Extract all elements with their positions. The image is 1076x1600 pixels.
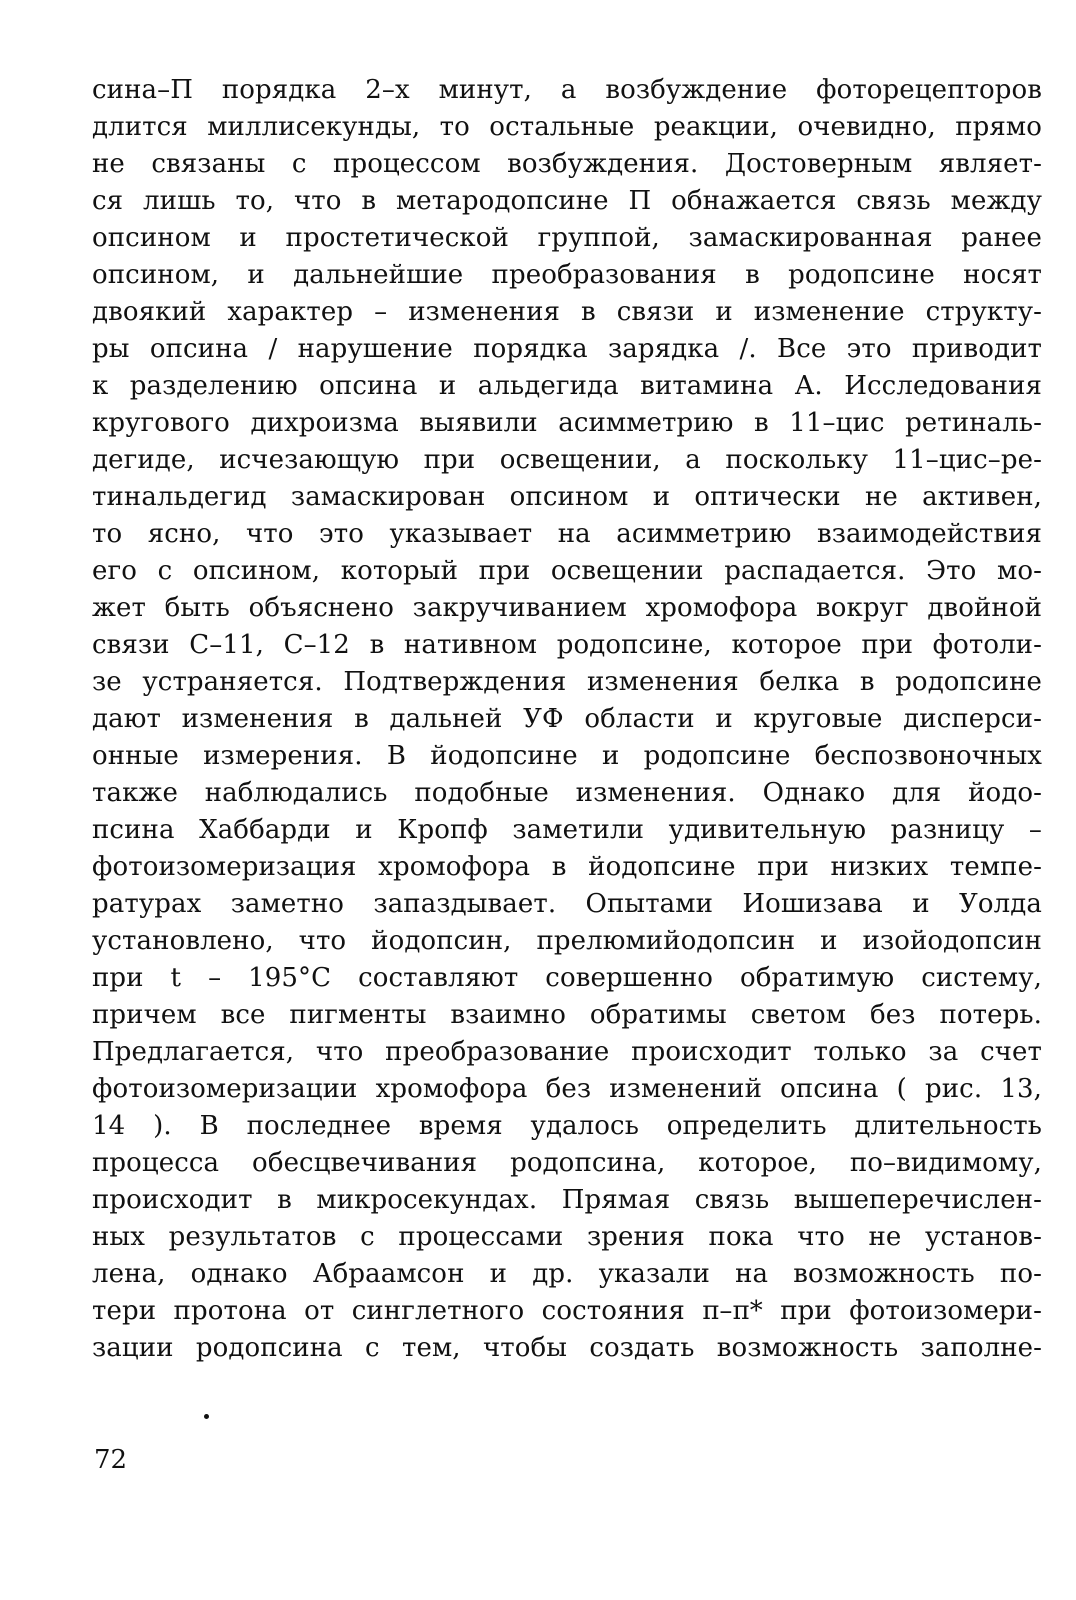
text-line: также наблюдались подобные изменения. Однако для йодо- [92, 778, 1042, 808]
text-line: фотоизомеризация хромофора в йодопсине при низких темпе- [92, 852, 1042, 882]
text-line: 14 ). В последнее время удалось определить длительность [92, 1111, 1042, 1141]
text-line: лена, однако Абраамсон и др. указали на возможность по- [92, 1259, 1042, 1289]
page-number: 72 [94, 1445, 128, 1475]
text-line: фотоизомеризации хромофора без изменений опсина ( рис. 13, [92, 1074, 1042, 1104]
body-text [92, 72, 1042, 1367]
text-line: опсином, и дальнейшие преобразования в родопсине носят [92, 260, 1042, 290]
text-line: то ясно, что это указывает на асимметрию взаимодействия [92, 519, 1042, 549]
text-line: зации родопсина с тем, чтобы создать возможность заполне- [92, 1333, 1042, 1363]
ink-dot [204, 1414, 209, 1419]
text-line: тинальдегид замаскирован опсином и оптически не активен, [92, 482, 1042, 512]
text-line: происходит в микросекундах. Прямая связь вышеперечислен- [92, 1185, 1042, 1215]
text-line: связи С–11, С–12 в нативном родопсине, которое при фотоли- [92, 630, 1042, 660]
text-line: зе устраняется. Подтверждения изменения белка в родопсине [92, 667, 1042, 697]
text-line: тери протона от синглетного состояния π–π* при фотоизомери- [92, 1296, 1042, 1326]
text-line: сина–П порядка 2–х минут, а возбуждение фоторецепторов [92, 75, 1042, 105]
text-line: кругового дихроизма выявили асимметрию в 11–цис ретиналь- [92, 408, 1042, 438]
text-line: опсином и простетической группой, замаскированная ранее [92, 223, 1042, 253]
text-line: двоякий характер – изменения в связи и изменение структу- [92, 297, 1042, 327]
text-line: ры опсина / нарушение порядка зарядка /. Все это приводит [92, 334, 1042, 364]
text-line: онные измерения. В йодопсине и родопсине беспозвоночных [92, 741, 1042, 771]
text-line: дегиде, исчезающую при освещении, а поскольку 11–цис–ре- [92, 445, 1042, 475]
text-line: псина Хаббарди и Кропф заметили удивительную разницу – [92, 815, 1042, 845]
text-line: длится миллисекунды, то остальные реакции, очевидно, прямо [92, 112, 1042, 142]
text-line: дают изменения в дальней УФ области и круговые дисперси- [92, 704, 1042, 734]
text-line: причем все пигменты взаимно обратимы светом без потерь. [92, 1000, 1042, 1030]
text-line: процесса обесцвечивания родопсина, которое, по–видимому, [92, 1148, 1042, 1178]
text-line: установлено, что йодопсин, прелюмийодопсин и изойодопсин [92, 926, 1042, 956]
text-line: не связаны с процессом возбуждения. Достоверным являет- [92, 149, 1042, 179]
text-line: ных результатов с процессами зрения пока что не установ- [92, 1222, 1042, 1252]
text-line: Предлагается, что преобразование происходит только за счет [92, 1037, 1042, 1067]
text-line: ратурах заметно запаздывает. Опытами Иошизава и Уолда [92, 889, 1042, 919]
text-line: к разделению опсина и альдегида витамина А. Исследования [92, 371, 1042, 401]
text-line: его с опсином, который при освещении распадается. Это мо- [92, 556, 1042, 586]
text-line: жет быть объяснено закручиванием хромофора вокруг двойной [92, 593, 1042, 623]
text-line: ся лишь то, что в метародопсине П обнажается связь между [92, 186, 1042, 216]
text-line: при t – 195°С составляют совершенно обратимую систему, [92, 963, 1042, 993]
